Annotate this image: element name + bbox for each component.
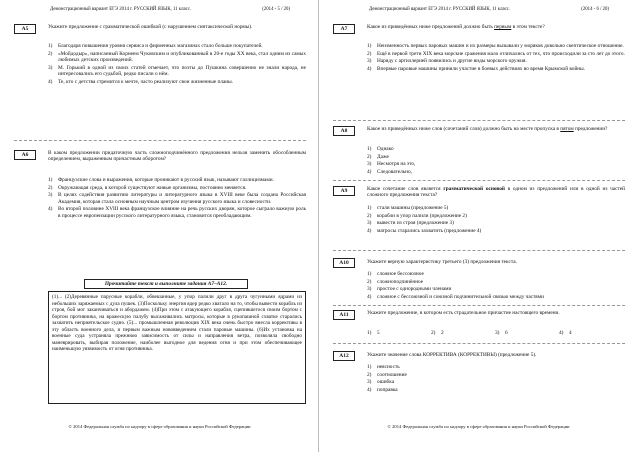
option-a9-2[interactable]: 2) корабли в упор палили (предложение 2) [367,212,467,219]
question-prompt-a10: Укажите верную характеристику третьего (3) предложения текста. [367,259,517,265]
option-a10-2[interactable]: 2) сложноподчинённое [367,278,424,285]
option-a10-3[interactable]: 3) простое с однородными членами [367,286,452,293]
question-label-a12: А12 [333,351,355,361]
option-a10-4[interactable]: 4) сложное с бессоюзной и союзной подчинительной связью между частями [367,293,544,300]
header-title: Демонстрационный вариант ЕГЭ 2014 г. РУССКИЙ ЯЗЫК, 11 класс. [50,7,192,12]
header-title: Демонстрационный вариант ЕГЭ 2014 г. РУССКИЙ ЯЗЫК, 11 класс. [369,7,511,12]
divider [333,343,625,344]
right-page [319,0,638,452]
option-a7-1[interactable]: 1) Неизменность первых паровых машин и их размеры вызывали у моряков довольно скептическое отношение. [367,43,624,49]
question-label-a11: А11 [333,310,355,320]
option-a11-3[interactable]: 3) 6 [495,330,508,336]
question-prompt-a8: Какое из приведённых ниже слов (сочетаний слов) должно быть на месте пропуска в пятом предложении? [367,126,608,132]
question-label-a10: А10 [333,258,355,268]
options-a8 [367,146,625,177]
divider [333,180,625,181]
options-a6 [48,177,306,220]
page-footer: © 2014 Федеральная служба по надзору в сфере образования и науки Российской Федерации [68,424,251,430]
question-label-a5: А5 [14,24,36,34]
option-a10-1[interactable]: 1) сложное бессоюзное [367,271,424,277]
options-a7 [367,43,625,74]
option-a12-2[interactable]: 2) соотношение [367,371,407,378]
option-a6-4[interactable]: 4) Во второй половине XVIII века французское влияние на речь русских дворян, которое сыграло важную роль в процессе европеизации русского литературного языка, становится преобладающим. [48,206,306,219]
option-a11-2[interactable]: 2) 2 [431,330,444,336]
page-header [369,7,609,13]
option-a9-3[interactable]: 3) вывести из строя (предложение 3) [367,220,454,227]
option-a11-4[interactable]: 4) 4 [559,330,572,336]
option-a5-4[interactable]: 4) Те, кто с детства стремится к мечте, часто реализуют свои жизненные планы. [48,78,234,85]
option-a8-2[interactable]: 2) Даже [367,153,389,160]
question-label-a8: А8 [333,126,355,136]
option-a8-3[interactable]: 3) Несмотря на это, [367,161,416,168]
options-a12 [367,364,625,395]
option-a6-1[interactable]: 1) Французские слова и выражения, которые проникают в русский язык, называют галлицизмами. [48,177,274,183]
question-prompt-a5: Укажите предложение с грамматической ошибкой (с нарушением синтаксической нормы). [48,24,253,30]
question-prompt-a12: Укажите значение слова КОРРЕКТИВА (КОРРЕКТИВЫ) (предложение 5). [367,352,537,358]
page-footer: © 2014 Федеральная служба по надзору в сфере образования и науки Российской Федерации [387,424,570,430]
question-prompt-a11: Укажите предложение, в котором есть страдательное причастие настоящего времени. [367,310,560,316]
options-a9 [367,205,625,236]
page-header [50,7,290,13]
passage-text: (1)... (2)Деревянные парусные корабли, обвешанные, у упор палили друг в друга чугунными ядрами из небольших заряжаемых с дула пушек. (3)Поскольку энергия ядер редко хватало на то, чтобы вывести корабль из строя, бой мог заканчиваться и абордажем. (4)При этом с атакующего корабля, сцепившегося своим бортом с бортом противника, на вражескую палубу высаживались матросы, которые в рукопашной схватке старались захватить неприятельское судно. (5)... промышленная революция XIX века очень быстро внесла коррективы в эту область военного дела, и первым важным нововведением стали паровые машины. (6)Их установка на военные суда устраняла прежнюю зависимость от силы и направления ветра, позволяла свободно маневрировать, выбирая положение, наиболее выгодное для ведения огня и при этом обеспечивающее наименьшую уязвимость от огня противника. [48,291,306,404]
option-a9-1[interactable]: 1) стали машины (предложение 5) [367,205,449,211]
divider [333,120,625,121]
option-a11-1[interactable]: 1) 5 [367,330,380,336]
option-a5-2[interactable]: 2) «Мойдодыр», написанный Корнеем Чуковским и опубликованный в 20-е годы XX века, стал одним из самых любимых детских произведений. [48,50,306,64]
option-a6-3[interactable]: 3) В целях содействия развитию литературы и литературного языка в XVIII веке была создана Российская Академия, которая стала основным научным центром изучения русского языка и словесности. [48,192,306,205]
option-a12-3[interactable]: 3) ошибка [367,379,395,386]
passage-title: Прочитайте текст и выполните задания А7–А12. [84,279,248,289]
divider [333,250,625,251]
option-a7-4[interactable]: 4) Впервые паровые машины приняли участие в боевых действиях во время Крымской войны. [367,65,586,72]
question-label-a6: А6 [14,150,36,160]
option-a8-1[interactable]: 1) Однако [367,146,394,152]
option-a7-3[interactable]: 3) Наряду с артиллерией появились и другие виды морского оружия. [367,58,527,65]
option-a12-1[interactable]: 1) неясность [367,364,400,370]
question-label-a7: А7 [333,24,355,34]
option-a12-4[interactable]: 4) поправка [367,386,398,393]
options-a11 [367,330,625,338]
header-page-number: (2014 - 6 / 20) [581,7,609,12]
divider [14,140,306,141]
question-prompt-a7: Какое из приведённых ниже предложений должно быть первым в этом тексте? [367,24,545,30]
option-a5-3[interactable]: 3) М. Горький в одной из своих статей отмечает, что поэты до Пушкина совершенно не знали народа, не интересовались его судьбой, редко писали о нём. [48,64,306,78]
option-a5-1[interactable]: 1) Благодаря повышения уровня сервиса и фирменных магазинах стало больше покупателей. [48,43,263,49]
question-prompt-a9: Какое сочетание слов является грамматической основой в одном из предложений или в одной из частей сложного предложения текста? [367,186,626,199]
option-a9-4[interactable]: 4) матросы старались захватить (предложение 4) [367,227,482,234]
option-a7-2[interactable]: 2) Ещё в первой трети XIX века морские сражения мало отличались от тех, что происходили за сто лет до этого. [367,50,625,57]
divider [333,305,625,306]
options-a5 [48,43,306,86]
header-page-number: (2014 - 5 / 20) [262,7,290,12]
question-label-a9: А9 [333,186,355,196]
options-a10 [367,271,625,302]
question-prompt-a6: В каком предложении придаточную часть сложноподчинённого предложения нельзя заменить обособленным определением, выраженным причастным оборотом? [48,150,306,163]
option-a8-4[interactable]: 4) Следовательно, [367,168,412,175]
option-a6-2[interactable]: 2) Окружающая среда, в которой существуют живые организмы, постоянно меняется. [48,184,247,191]
